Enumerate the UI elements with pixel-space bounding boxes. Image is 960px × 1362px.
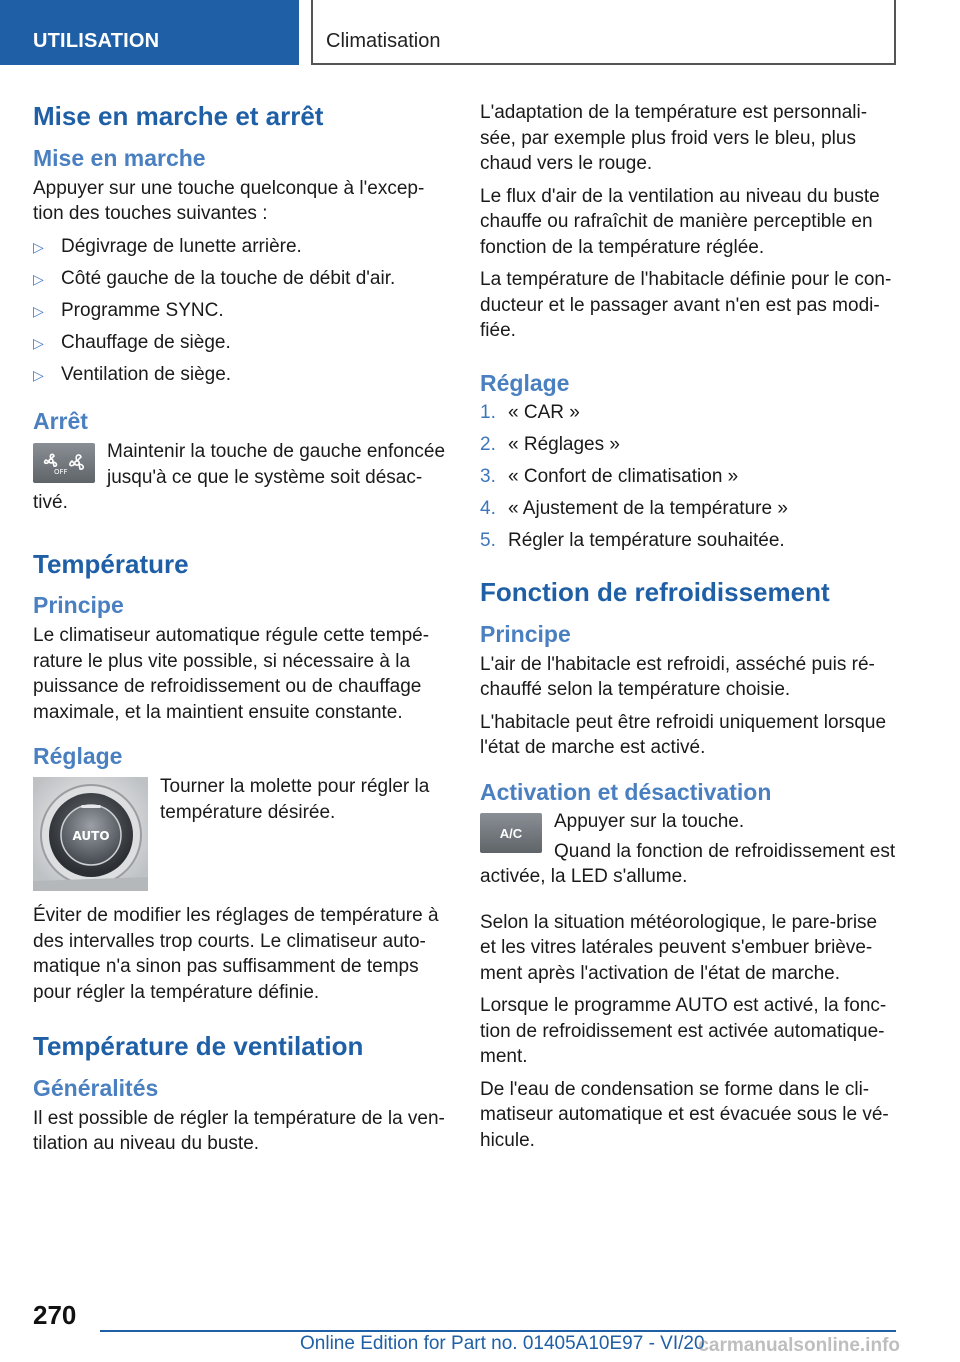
paragraph-condensation: De l'eau de condensation se forme dans le cli-matiseur automatique et est évacuée sous le vé-hicule. [480,1078,889,1151]
heading-off: Arrêt [33,408,88,435]
exception-list [33,234,451,388]
list-item: ▷ Programme SYNC. [33,298,451,324]
paragraph-adaptation: L'adaptation de la température est personnali-sée, par exemple plus froid vers le bleu, plus chaud vers le rouge. [480,102,868,174]
heading-general: Généralités [33,1074,159,1101]
off-block [33,439,451,520]
paragraph-cabin: La température de l'habitacle définie pour le con-ducteur et le passager avant n'en est pas modi-fiée. [480,269,892,341]
step-item: 5. Régler la température souhaitée. [480,530,785,552]
fan-off-button-icon [33,443,95,483]
list-item: ▷ Dégivrage de lunette arrière. [33,234,451,260]
chapter-title: Climatisation [326,30,441,52]
heading-on: Mise en marche [33,144,206,171]
ac-block [480,809,898,894]
triangle-bullet-icon: ▷ [33,366,44,383]
paragraph-led: Quand la fonction de refroidissement est activée, la LED s'allume. [480,840,896,888]
heading-ventilation-temperature: Température de ventilation [33,1031,364,1062]
paragraph-on: Appuyer sur une touche quelconque à l'excep-tion des touches suivantes : [33,177,425,225]
triangle-bullet-icon: ▷ [33,302,44,319]
step-item: 3. « Confort de climatisation » [480,466,739,488]
paragraph-cooling-2: L'habitacle peut être refroidi uniquement lorsque l'état de marche est activé. [480,711,887,759]
list-item: ▷ Ventilation de siège. [33,362,451,388]
list-item: ▷ Côté gauche de la touche de débit d'air. [33,266,451,292]
paragraph-auto: Lorsque le programme AUTO est activé, la fonc-tion de refroidissement est activée automatique-ment. [480,995,887,1068]
heading-on-off: Mise en marche et arrêt [33,101,324,131]
paragraph-airflow: Le flux d'air de la ventilation au niveau du buste chauffe ou rafraîchit de manière perceptible en fonction de la température réglée. [480,185,880,258]
svg-text:AUTO: AUTO [72,829,110,844]
paragraph-principle: Le climatiseur automatique régule cette tempé-rature le plus vite possible, si nécessaire à la puissance de refroidissement ou de chauffage maximale, et la maintient ensuite constante. [33,625,430,723]
step-item: 2. « Réglages » [480,434,620,456]
paragraph-setting: Tourner la molette pour régler la température désirée. [160,776,430,823]
watermark: carmanualsonline.info [698,1335,900,1356]
step-item: 1. « CAR » [480,402,580,424]
triangle-bullet-icon: ▷ [33,238,44,255]
svg-text:OFF: OFF [54,468,68,477]
chapter-tab [311,0,896,65]
temperature-knob-image [33,777,148,891]
footer-divider [100,1330,896,1332]
ac-button-icon: A/C [480,813,542,853]
right-column [480,100,898,1160]
section-title: UTILISATION [33,30,160,52]
section-tab [0,0,299,65]
step-item: 4. « Ajustement de la température » [480,498,788,520]
paragraph-weather: Selon la situation météorologique, le pare-brise et les vitres latérales peuvent s'embuer briève-ment après l'activation de l'état de marche. [480,911,878,984]
paragraph-cooling-1: L'air de l'habitacle est refroidi, asséché puis ré-chauffé selon la température choisie. [480,653,875,701]
heading-principle: Principe [33,592,124,619]
triangle-bullet-icon: ▷ [33,270,44,287]
knob-block [33,774,451,891]
left-column [33,100,451,1164]
heading-temperature: Température [33,548,189,579]
footer-edition: Online Edition for Part no. 01405A10E97 - VI/20 [300,1333,705,1354]
paragraph-off: Maintenir la touche de gauche enfoncée jusqu'à ce que le système soit désac-tivé. [33,441,446,514]
list-item: ▷ Chauffage de siège. [33,330,451,356]
paragraph-avoid: Éviter de modifier les réglages de température à des intervalles trop courts. Le climatiseur auto-matique n'a sinon pas suffisamment de temps pour régler la température définie. [33,905,439,1003]
heading-setting-steps: Réglage [480,369,570,396]
triangle-bullet-icon: ▷ [33,334,44,351]
heading-cooling: Fonction de refroidissement [480,576,830,607]
settings-steps [480,400,898,554]
heading-cooling-principle: Principe [480,620,571,647]
paragraph-general: Il est possible de régler la température de la ven-tilation au niveau du buste. [33,1107,445,1155]
paragraph-press: Appuyer sur la touche. [554,811,745,833]
page-number: 270 [33,1300,77,1330]
heading-setting: Réglage [33,743,123,770]
heading-activation: Activation et désactivation [480,778,772,805]
